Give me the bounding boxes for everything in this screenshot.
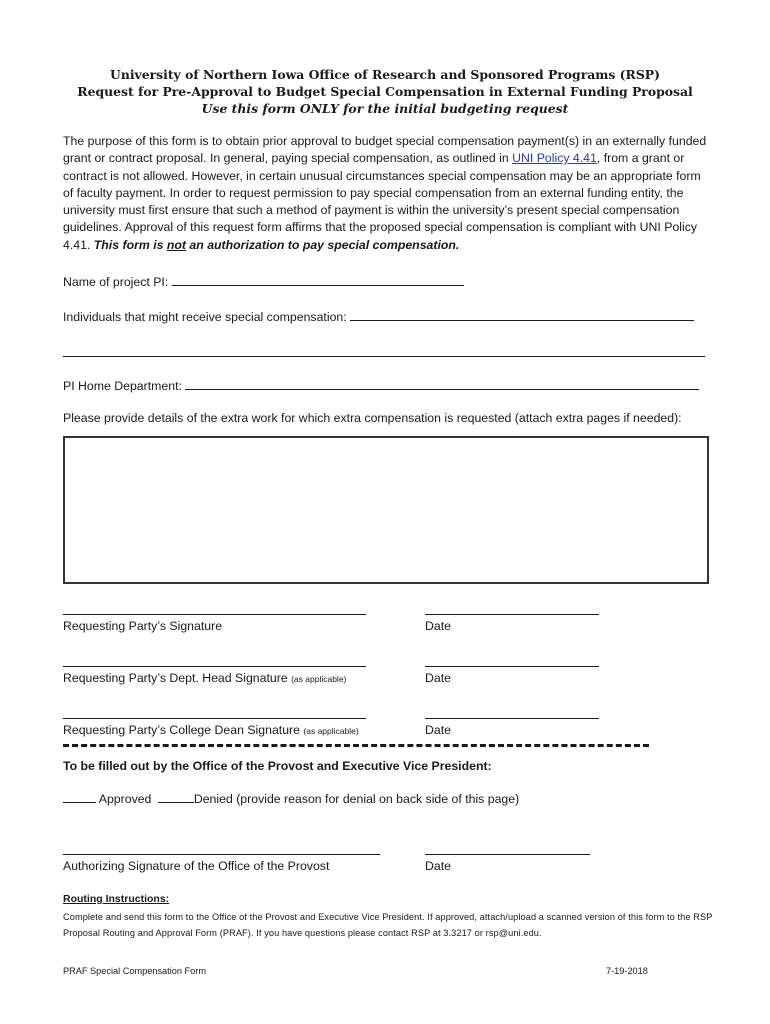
dept-head-signature-line[interactable] <box>63 666 366 667</box>
requesting-party-date-line[interactable] <box>425 614 599 615</box>
provost-date-label: Date <box>425 859 451 873</box>
denied-checkline[interactable] <box>158 790 194 803</box>
as-applicable-note: (as applicable) <box>303 726 359 736</box>
footer-date: 7-19-2018 <box>606 966 648 976</box>
dept-head-date-line[interactable] <box>425 666 599 667</box>
home-dept-field <box>63 377 699 393</box>
date-label: Date <box>425 671 451 685</box>
provost-date-line[interactable] <box>425 854 590 855</box>
requesting-party-signature-label: Requesting Party’s Signature <box>63 619 223 633</box>
home-dept-input-line[interactable] <box>185 377 699 390</box>
college-dean-date-line[interactable] <box>425 718 599 719</box>
denied-label: Denied (provide reason for denial on back side of this page) <box>193 792 520 806</box>
approval-decision-row <box>63 790 519 806</box>
provost-signature-label: Authorizing Signature of the Office of the Provost <box>63 859 330 873</box>
approved-label: Approved <box>98 792 152 806</box>
pi-name-input-line[interactable] <box>172 273 464 286</box>
home-dept-label: PI Home Department: <box>63 379 182 393</box>
purpose-paragraph <box>63 133 713 254</box>
provost-signature-line[interactable] <box>63 854 380 855</box>
date-label: Date <box>425 619 451 633</box>
college-dean-signature-label: Requesting Party’s College Dean Signature (as applicable) <box>63 723 359 737</box>
extra-work-details-box[interactable] <box>63 436 709 584</box>
section-separator <box>63 744 649 747</box>
not-authorization-statement: This form is not an authorization to pay special compensation. <box>93 237 460 252</box>
dept-head-signature-label: Requesting Party’s Dept. Head Signature (as applicable) <box>63 671 347 685</box>
details-prompt: Please provide details of the extra work for which extra compensation is requested (attach extra pages if needed): <box>63 411 682 425</box>
pi-name-field <box>63 273 464 289</box>
routing-instructions-title: Routing Instructions: <box>63 893 170 905</box>
routing-instructions-body: Complete and send this form to the Office of the Provost and Executive Vice President. If approved, attach/upload a scanned version of this form to the RSP Proposal Routing and Approval Form (PRAF). If you have questions please contact RSP at 3.3217 or rsp@uni.edu. <box>63 912 713 938</box>
intro-text-1: The purpose of this form is to obtain prior approval to budget special compensation payment(s) in an externally funded grant or contract proposal. In general, paying special compensation, as outlined in <box>63 134 707 166</box>
uni-policy-link[interactable]: UNI Policy 4.41 <box>512 151 597 166</box>
individuals-input-line[interactable] <box>350 308 694 321</box>
requesting-party-signature-line[interactable] <box>63 614 366 615</box>
title-line-3: Use this form ONLY for the initial budgeting request <box>201 101 569 116</box>
intro-text-2: , from a grant or contract is not allowed. However, in certain unusual circumstances special compensation may be an appropriate form of faculty payment. In order to request permission to pay special compensation from an external funding entity, the university must first ensure that such a method of payment is within the university’s present special compensation guidelines. Approval of this request form affirms that the proposed special compensation is compliant with UNI Policy 4.41. <box>63 151 701 252</box>
as-applicable-note: (as applicable) <box>291 674 347 684</box>
approved-checkline[interactable] <box>63 790 96 803</box>
title-line-1: University of Northern Iowa Office of Research and Sponsored Programs (RSP) <box>110 67 660 82</box>
college-dean-signature-line[interactable] <box>63 718 366 719</box>
footer-form-name: PRAF Special Compensation Form <box>63 966 206 976</box>
date-label: Date <box>425 723 451 737</box>
individuals-field <box>63 308 694 324</box>
individuals-label: Individuals that might receive special compensation: <box>63 310 347 324</box>
form-title-block <box>40 66 730 117</box>
pi-name-label: Name of project PI: <box>63 275 169 289</box>
title-line-2: Request for Pre-Approval to Budget Special Compensation in External Funding Proposal <box>77 84 693 99</box>
provost-section-heading: To be filled out by the Office of the Provost and Executive Vice President: <box>63 759 492 773</box>
individuals-continuation-line[interactable] <box>63 356 705 357</box>
